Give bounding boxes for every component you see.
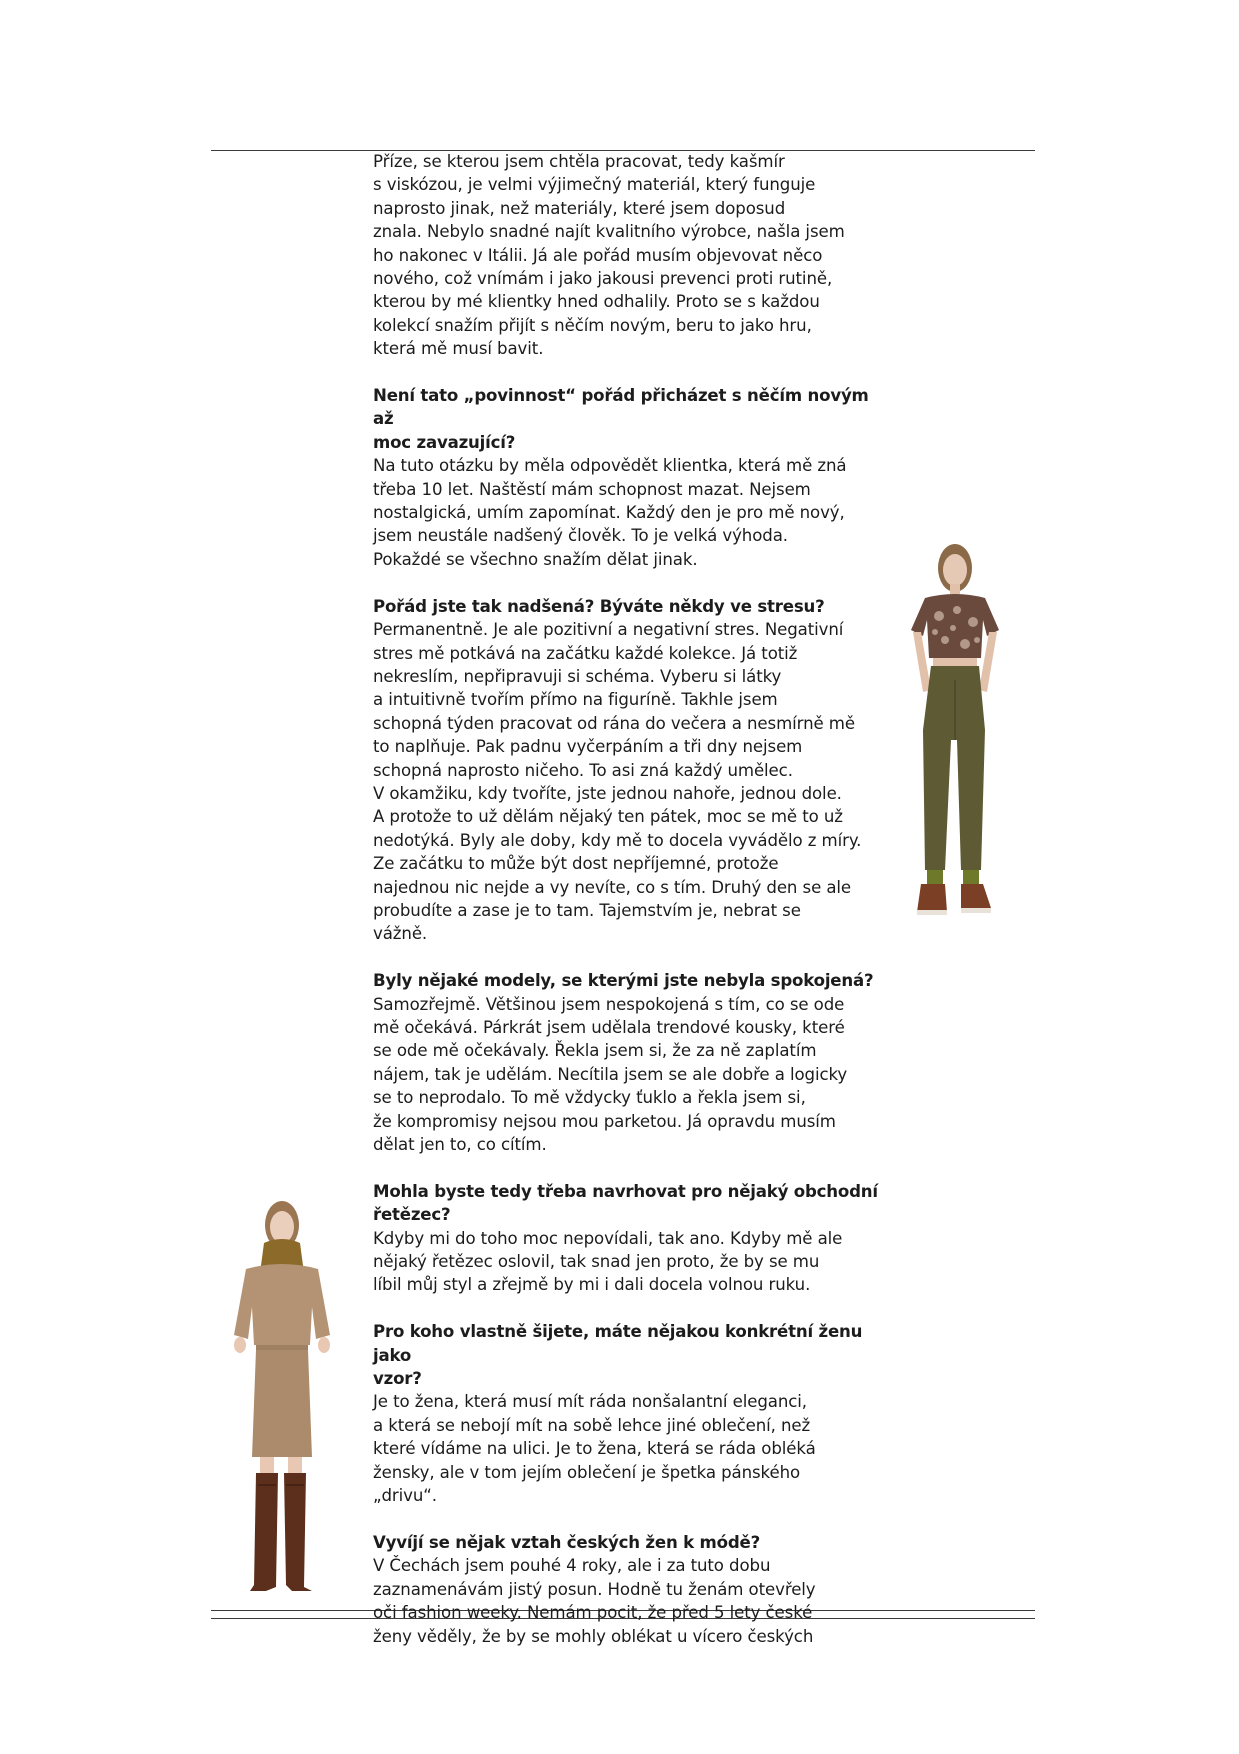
answer-6: V Čechách jsem pouhé 4 roky, ale i za tuto dobu zaznamenávám jistý posun. Hodně tu ženám otevřely oči fashion weeky. Nemám pocit, že před 5 lety české ženy věděly, že by se mohly oblékat u vícero českých xyxy=(373,1556,816,1646)
answer-2: Permanentně. Je ale pozitivní a negativní stres. Negativní stres mě potkává na začátku každé kolekce. Já totiž nekreslím, nepřipravuji si schéma. Vyberu si látky a intuitivně tvořím přímo na figuríně. Takhle jsem schopná týden pracovat od rána do večera a nesmírně mě to naplňuje. Pak padnu vyčerpáním a tři dny nejsem schopná naprosto ničeho. To asi zná každý umělec. V okamžiku, kdy tvoříte, jste jednou nahoře, jednou dole. A protože to už dělám nějaký ten pátek, moc se mě to už nedotýká. Byly ale doby, kdy mě to docela vyvádělo z míry. Ze začátku to může být dost nepříjemné, protože najednou nic nejde a vy nevíte, co s tím. Druhý den se ale probudíte a zase je to tam. Tajemstvím je, nebrat se vážně. xyxy=(373,620,862,944)
article-column xyxy=(373,150,893,1648)
question-6: Vyvíjí se nějak vztah českých žen k módě? xyxy=(373,1532,760,1552)
intro-paragraph: Příze, se kterou jsem chtěla pracovat, tedy kašmír s viskózou, je velmi výjimečný materiál, který funguje naprosto jinak, než materiály, které jsem doposud znala. Nebylo snadné najít kvalitního výrobce, našla jsem ho nakonec v Itálii. Já ale pořád musím objevovat něco nového, což vnímám i jako jakousi prevenci proti rutině, kterou by mé klientky hned odhalily. Proto se s každou kolekcí snažím přijít s něčím novým, beru to jako hru, která mě musí bavit. xyxy=(373,152,845,359)
question-1: Není tato „povinnost“ pořád přicházet s něčím novým až moc zavazující? xyxy=(373,386,869,452)
answer-1: Na tuto otázku by měla odpovědět klientka, která mě zná třeba 10 let. Naštěstí mám schopnost mazat. Nejsem nostalgická, umím zapomínat. Každý den je pro mě nový, jsem neustále nadšený člověk. To je velká výhoda. Pokaždé se všechno snažím dělat jinak. xyxy=(373,456,847,569)
question-2: Pořád jste tak nadšená? Býváte někdy ve stresu? xyxy=(373,596,825,616)
answer-5: Je to žena, která musí mít ráda nonšalantní eleganci, a která se nebojí mít na sobě lehce jiné oblečení, než které vídáme na ulici. Je to žena, která se ráda obléká žensky, ale v tom jejím oblečení je špetka pánského „drivu“. xyxy=(373,1392,816,1506)
question-3: Byly nějaké modely, se kterými jste nebyla spokojená? xyxy=(373,971,874,991)
question-4: Mohla byste tedy třeba navrhovat pro nějaký obchodní řetězec? xyxy=(373,1181,878,1225)
model-photo-left xyxy=(220,1195,340,1605)
answer-4: Kdyby mi do toho moc nepovídali, tak ano. Kdyby mě ale nějaký řetězec oslovil, tak snad jen proto, že by se mu líbil můj styl a zřejmě by mi i dali docela volnou ruku. xyxy=(373,1228,843,1295)
question-5: Pro koho vlastně šijete, máte nějakou konkrétní ženu jako vzor? xyxy=(373,1322,863,1389)
model-photo-right xyxy=(895,540,1015,940)
answer-3: Samozřejmě. Většinou jsem nespokojená s tím, co se ode mě očekává. Párkrát jsem udělala trendové kousky, které se ode mě očekávaly. Řekla jsem si, že za ně zaplatím nájem, tak je udělám. Necítila jsem se ale dobře a logicky se to neprodalo. To mě vždycky ťuklo a řekla jsem si, že kompromisy nejsou mou parketou. Já opravdu musím dělat jen to, co cítím. xyxy=(373,994,848,1155)
